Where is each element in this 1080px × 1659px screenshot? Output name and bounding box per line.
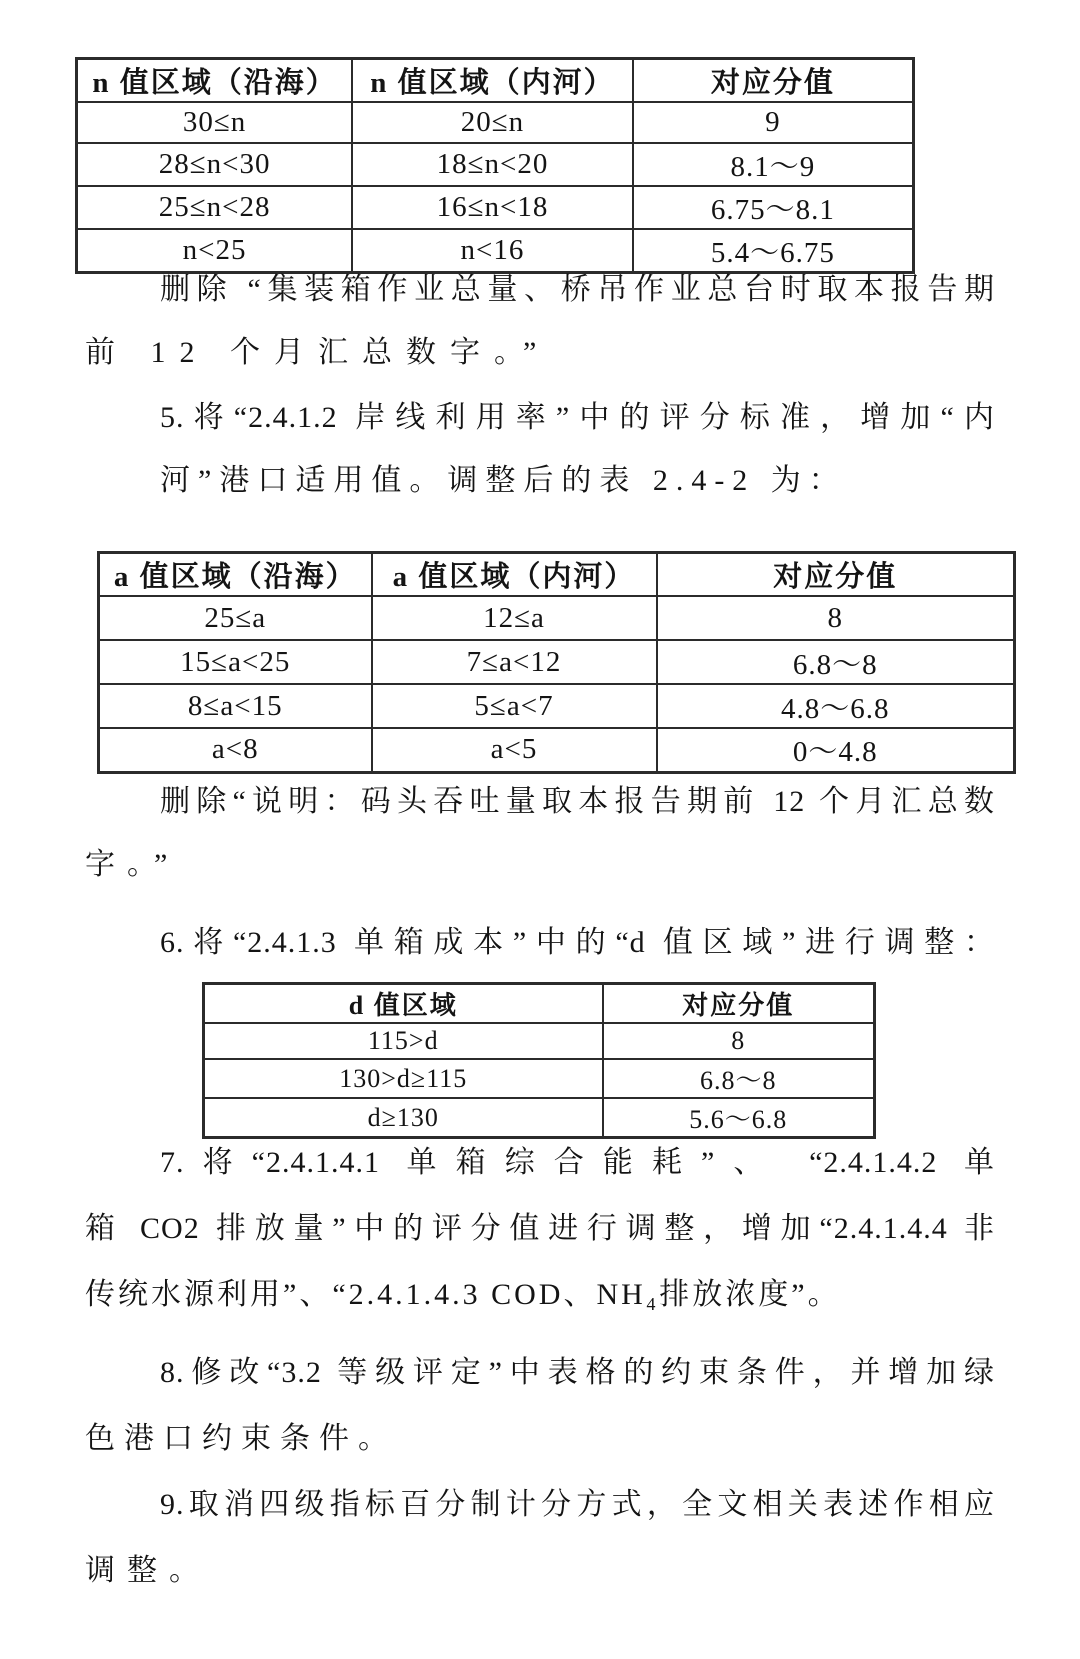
table-row: [204, 1098, 875, 1138]
table-cell: 6.8～8: [657, 640, 1015, 684]
d-table-header-range: d 值区域: [204, 984, 603, 1024]
table-row: [204, 1023, 875, 1059]
table-cell: a<8: [99, 728, 372, 772]
table-cell: 25≤n<28: [77, 186, 353, 229]
a-table-header-score: 对应分值: [657, 553, 1015, 597]
table-row: [99, 596, 1015, 640]
n-table-header-inland: n 值区域（内河）: [352, 59, 633, 103]
table-cell: 9: [633, 102, 914, 143]
table-cell: 5≤a<7: [372, 684, 657, 728]
table-header-row: [99, 553, 1015, 597]
table-cell: 25≤a: [99, 596, 372, 640]
table-cell: 8: [657, 596, 1015, 640]
paragraph-item-7-line-2: 箱 CO2 排放量”中的评分值进行调整，增加“2.4.1.4.4 非: [85, 1212, 995, 1245]
paragraph-item-9-line-1: 9.取消四级指标百分制计分方式，全文相关表述作相应: [160, 1488, 995, 1521]
table-cell: n<16: [352, 229, 633, 273]
table-row: [99, 728, 1015, 772]
table-row: [204, 1059, 875, 1098]
table-cell: 8≤a<15: [99, 684, 372, 728]
paragraph-item-5-line-1: 5.将“2.4.1.2 岸线利用率”中的评分标准，增加“内: [160, 401, 995, 434]
paragraph-item-8-line-2: 色港口约束条件。: [85, 1422, 397, 1455]
n-table-header-coastal: n 值区域（沿海）: [77, 59, 353, 103]
a-table-header-coastal: a 值区域（沿海）: [99, 553, 372, 597]
table-cell: 8.1～9: [633, 143, 914, 186]
table-row: [77, 229, 914, 273]
table-row: [77, 102, 914, 143]
table-cell: 28≤n<30: [77, 143, 353, 186]
table-header-row: [204, 984, 875, 1024]
table-cell: 16≤n<18: [352, 186, 633, 229]
paragraph-delete-note-1-line-2: 前 12 个月汇总数字。”: [85, 336, 551, 369]
table-cell: 7≤a<12: [372, 640, 657, 684]
table-cell: 115>d: [204, 1023, 603, 1059]
table-cell: a<5: [372, 728, 657, 772]
n-table-header-score: 对应分值: [633, 59, 914, 103]
paragraph-item-7-line-1: 7.将“2.4.1.4.1 单箱综合能耗”、 “2.4.1.4.2 单: [160, 1146, 995, 1179]
paragraph-item-8-line-1: 8.修改“3.2 等级评定”中表格的约束条件，并增加绿: [160, 1356, 995, 1389]
paragraph-item-6-line-1: 6.将“2.4.1.3 单箱成本”中的“d 值区域”进行调整：: [160, 926, 995, 959]
table-cell: 30≤n: [77, 102, 353, 143]
paragraph-item-9-line-2: 调整。: [85, 1554, 211, 1587]
table-cell: 20≤n: [352, 102, 633, 143]
paragraph-item-7-line-3: 传统水源利用”、“2.4.1.4.3 COD、NH₄排放浓度”。: [85, 1278, 841, 1311]
table-header-row: [77, 59, 914, 103]
table-row: [99, 684, 1015, 728]
table-cell: 6.8～8: [603, 1059, 875, 1098]
paragraph-delete-note-1-line-1: 删除 “集装箱作业总量、桥吊作业总台时取本报告期: [160, 273, 995, 306]
table-cell: 18≤n<20: [352, 143, 633, 186]
paragraph-delete-note-2-line-2: 字。”: [85, 848, 180, 881]
d-value-score-table: [202, 982, 876, 1139]
table-cell: 0～4.8: [657, 728, 1015, 772]
table-cell: 6.75～8.1: [633, 186, 914, 229]
a-value-score-table: [97, 551, 1016, 774]
table-row: [77, 143, 914, 186]
paragraph-delete-note-2-line-1: 删除“说明：码头吞吐量取本报告期前 12 个月汇总数: [160, 785, 995, 818]
table-row: [99, 640, 1015, 684]
table-cell: 8: [603, 1023, 875, 1059]
table-cell: 12≤a: [372, 596, 657, 640]
table-cell: 130>d≥115: [204, 1059, 603, 1098]
a-table-header-inland: a 值区域（内河）: [372, 553, 657, 597]
table-cell: 15≤a<25: [99, 640, 372, 684]
table-cell: 5.4～6.75: [633, 229, 914, 273]
table-cell: n<25: [77, 229, 353, 273]
d-table-header-score: 对应分值: [603, 984, 875, 1024]
table-cell: d≥130: [204, 1098, 603, 1138]
table-row: [77, 186, 914, 229]
n-value-score-table: [75, 57, 915, 274]
table-cell: 4.8～6.8: [657, 684, 1015, 728]
table-cell: 5.6～6.8: [603, 1098, 875, 1138]
paragraph-item-5-line-2: 河”港口适用值。调整后的表 2.4-2 为：: [160, 464, 847, 497]
